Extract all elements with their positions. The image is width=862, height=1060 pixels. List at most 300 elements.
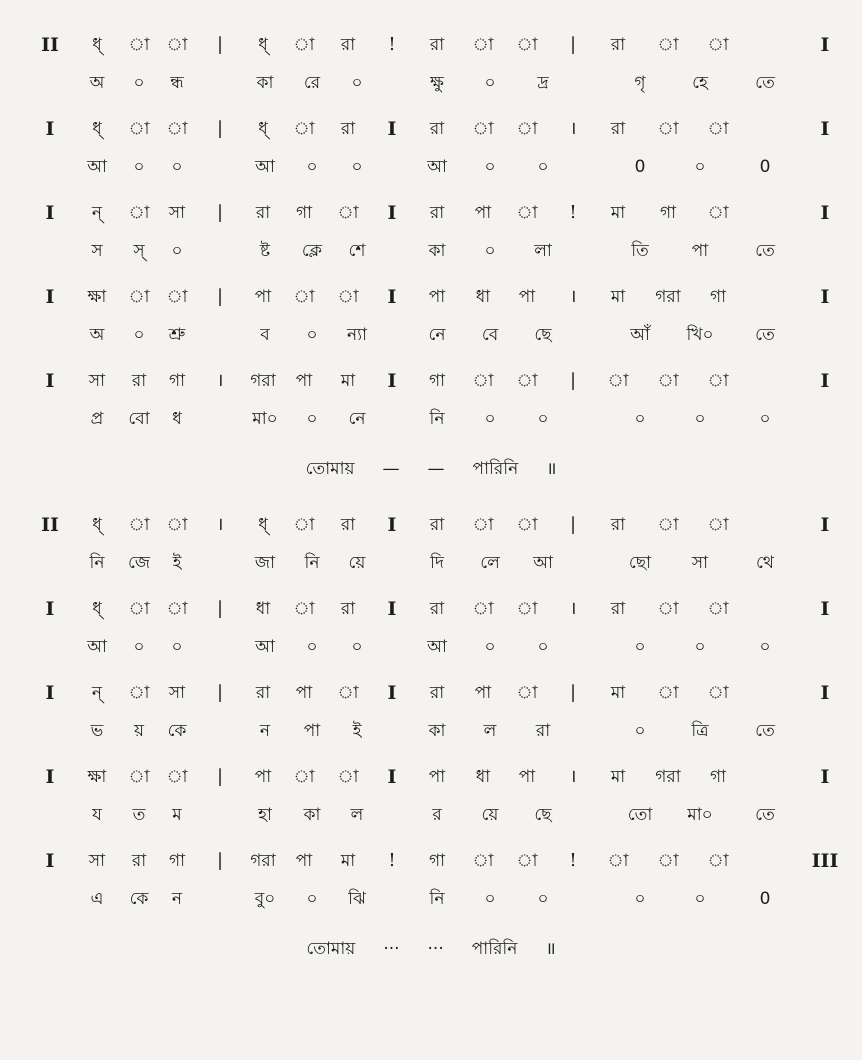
- lyric-syllable: তে: [755, 721, 775, 741]
- swara-note: রা: [610, 599, 626, 619]
- swara-note: সা: [168, 203, 186, 223]
- swara-note: গরা: [250, 851, 276, 871]
- lyric-row: [0, 320, 862, 350]
- swara-note: া: [607, 851, 629, 871]
- swara-note: া: [293, 119, 315, 139]
- swara-note: া: [472, 371, 494, 391]
- bar-line: I: [387, 202, 397, 224]
- lyric-syllable: ০: [484, 241, 496, 261]
- swara-note: সা: [88, 851, 106, 871]
- bar-line: ।: [569, 766, 577, 787]
- swara-note: া: [516, 851, 538, 871]
- swara-row: [0, 30, 862, 60]
- bar-line: I: [820, 34, 830, 56]
- lyric-syllable: মা০: [687, 805, 713, 825]
- swara-note: রা: [610, 119, 626, 139]
- lyric-row: [0, 800, 862, 830]
- lyric-syllable: তে: [755, 325, 775, 345]
- swara-note: া: [293, 35, 315, 55]
- swara-note: া: [707, 683, 729, 703]
- swara-note: া: [657, 599, 679, 619]
- lyric-syllable: তো: [627, 805, 653, 825]
- swara-note: রা: [610, 35, 626, 55]
- lyric-syllable: স্: [133, 241, 145, 261]
- lyric-syllable: কা: [303, 805, 321, 825]
- swara-note: ধ্: [92, 599, 102, 619]
- swara-note: া: [516, 119, 538, 139]
- swara-note: গা: [295, 203, 313, 223]
- swara-note: া: [337, 767, 359, 787]
- lyric-syllable: তে: [755, 805, 775, 825]
- swara-row: [0, 762, 862, 792]
- lyric-syllable: ০: [306, 637, 318, 657]
- swara-note: া: [293, 767, 315, 787]
- lyric-syllable: দি: [430, 553, 444, 573]
- lyric-syllable: ব: [260, 325, 270, 345]
- swara-note: পা: [474, 683, 492, 703]
- swara-note: রা: [255, 683, 271, 703]
- lyric-syllable: আঁ: [630, 325, 650, 345]
- refrain-word: তোমায়: [306, 939, 356, 959]
- swara-note: গা: [428, 851, 446, 871]
- bar-line: I: [387, 370, 397, 392]
- lyric-syllable: কা: [428, 721, 446, 741]
- bar-line: I: [820, 118, 830, 140]
- swara-note: া: [293, 515, 315, 535]
- swara-note: া: [516, 203, 538, 223]
- swara-note: া: [707, 515, 729, 535]
- swara-note: রা: [429, 35, 445, 55]
- swara-note: মা: [340, 851, 356, 871]
- lyric-syllable: ০: [351, 73, 363, 93]
- lyric-syllable: তে: [755, 241, 775, 261]
- lyric-syllable: ০: [306, 157, 318, 177]
- refrain-word: পারিনি: [471, 939, 518, 959]
- bar-line: I: [387, 286, 397, 308]
- swara-note: া: [337, 683, 359, 703]
- swara-note: া: [128, 119, 150, 139]
- swara-note: রা: [340, 515, 356, 535]
- lyric-syllable: নি: [429, 409, 445, 429]
- lyric-syllable: ০: [537, 157, 549, 177]
- lyric-syllable: কা: [428, 241, 446, 261]
- lyric-syllable: ষ্ট: [259, 241, 271, 261]
- lyric-syllable: 0: [634, 157, 646, 177]
- bar-line: II: [41, 34, 59, 56]
- lyric-syllable: সা: [691, 553, 709, 573]
- bar-line: I: [387, 514, 397, 536]
- lyric-syllable: ০: [171, 241, 183, 261]
- lyric-syllable: নে: [428, 325, 446, 345]
- swara-note: ধা: [475, 287, 491, 307]
- swara-note: া: [128, 767, 150, 787]
- lyric-syllable: ০: [694, 409, 706, 429]
- lyric-syllable: ০: [484, 889, 496, 909]
- swara-note: া: [128, 287, 150, 307]
- bar-line: !: [388, 34, 396, 55]
- lyric-row: [0, 404, 862, 434]
- lyric-syllable: থে: [756, 553, 774, 573]
- swara-note: া: [472, 851, 494, 871]
- bar-line: I: [387, 118, 397, 140]
- swara-note: পা: [295, 683, 313, 703]
- swara-note: া: [166, 767, 188, 787]
- swara-note: া: [128, 35, 150, 55]
- swara-note: পা: [428, 287, 446, 307]
- lyric-syllable: তি: [631, 241, 649, 261]
- swara-note: া: [516, 371, 538, 391]
- swara-note: া: [166, 119, 188, 139]
- swara-note: া: [657, 119, 679, 139]
- bar-line: I: [387, 682, 397, 704]
- lyric-syllable: শে: [348, 241, 366, 261]
- swara-note: া: [516, 515, 538, 535]
- swara-note: মা: [340, 371, 356, 391]
- swara-note: া: [293, 287, 315, 307]
- lyric-syllable: ধ: [172, 409, 182, 429]
- lyric-syllable: বে: [481, 325, 499, 345]
- lyric-syllable: ০: [133, 73, 145, 93]
- swara-note: া: [707, 119, 729, 139]
- swara-note: া: [337, 287, 359, 307]
- lyric-row: [0, 884, 862, 914]
- swara-row: [0, 114, 862, 144]
- swara-note: ক্ষা: [87, 767, 107, 787]
- lyric-syllable: ছো: [628, 553, 652, 573]
- swara-note: া: [657, 371, 679, 391]
- bar-line: ।: [569, 598, 577, 619]
- swara-note: ক্ষা: [87, 287, 107, 307]
- swara-note: া: [472, 119, 494, 139]
- refrain-line: [0, 454, 862, 484]
- swara-note: ধ্: [258, 35, 268, 55]
- swara-note: রা: [340, 35, 356, 55]
- lyric-syllable: ০: [351, 637, 363, 657]
- lyric-syllable: ক্লে: [301, 241, 323, 261]
- lyric-syllable: রে: [303, 73, 321, 93]
- swara-row: [0, 510, 862, 540]
- bar-line: !: [388, 850, 396, 871]
- lyric-syllable: স: [91, 241, 103, 261]
- swara-note: া: [166, 599, 188, 619]
- bar-line: I: [387, 598, 397, 620]
- swara-note: পা: [295, 371, 313, 391]
- bar-line: |: [569, 34, 577, 55]
- swara-note: রা: [131, 851, 147, 871]
- lyric-syllable: 0: [759, 157, 771, 177]
- bar-line: I: [45, 598, 55, 620]
- lyric-syllable: ন: [171, 889, 183, 909]
- bar-line: I: [45, 850, 55, 872]
- lyric-syllable: ০: [694, 889, 706, 909]
- lyric-syllable: অ: [89, 325, 105, 345]
- lyric-syllable: তে: [755, 73, 775, 93]
- bar-line: I: [45, 370, 55, 392]
- swara-note: ধা: [255, 599, 271, 619]
- lyric-syllable: ০: [537, 409, 549, 429]
- swara-note: রা: [429, 203, 445, 223]
- swara-note: সা: [168, 683, 186, 703]
- swara-note: া: [707, 851, 729, 871]
- bar-line: !: [569, 202, 577, 223]
- bar-line: ।: [216, 370, 224, 391]
- swara-note: া: [472, 515, 494, 535]
- lyric-syllable: ০: [484, 157, 496, 177]
- swara-row: [0, 198, 862, 228]
- bar-line: I: [820, 682, 830, 704]
- lyric-syllable: লা: [534, 241, 552, 261]
- lyric-syllable: ছে: [534, 325, 552, 345]
- swara-note: রা: [340, 599, 356, 619]
- lyric-syllable: পা: [303, 721, 321, 741]
- swara-note: মা: [610, 287, 626, 307]
- lyric-syllable: ত: [132, 805, 146, 825]
- bar-line: I: [45, 766, 55, 788]
- lyric-row: [0, 236, 862, 266]
- lyric-syllable: য়ে: [481, 805, 499, 825]
- swara-note: গা: [709, 287, 727, 307]
- lyric-syllable: ০: [133, 157, 145, 177]
- lyric-syllable: অ: [89, 73, 105, 93]
- lyric-row: [0, 716, 862, 746]
- lyric-row: [0, 632, 862, 662]
- bar-line: |: [569, 514, 577, 535]
- lyric-syllable: আ: [87, 157, 107, 177]
- lyric-syllable: ০: [484, 73, 496, 93]
- lyric-syllable: ম: [172, 805, 182, 825]
- swara-note: া: [657, 35, 679, 55]
- swara-note: ধ্: [92, 35, 102, 55]
- lyric-syllable: ০: [484, 409, 496, 429]
- lyric-syllable: কে: [129, 889, 149, 909]
- swara-note: গরা: [655, 767, 681, 787]
- lyric-syllable: ই: [172, 553, 182, 573]
- lyric-syllable: শ্রু: [168, 325, 186, 345]
- swara-note: রা: [429, 119, 445, 139]
- swara-note: পা: [518, 767, 536, 787]
- swara-note: া: [516, 683, 538, 703]
- lyric-syllable: জে: [127, 553, 151, 573]
- lyric-syllable: ০: [133, 637, 145, 657]
- swara-note: ন্: [91, 203, 103, 223]
- lyric-syllable: প্র: [90, 409, 104, 429]
- swara-note: পা: [254, 767, 272, 787]
- bar-line: ।: [569, 118, 577, 139]
- refrain-word: ॥: [545, 939, 556, 959]
- lyric-syllable: ০: [634, 721, 646, 741]
- bar-line: I: [45, 682, 55, 704]
- bar-line: II: [41, 514, 59, 536]
- lyric-row: [0, 68, 862, 98]
- swara-note: া: [472, 599, 494, 619]
- lyric-syllable: নে: [348, 409, 366, 429]
- lyric-syllable: ০: [171, 637, 183, 657]
- bar-line: I: [820, 514, 830, 536]
- swara-note: রা: [429, 683, 445, 703]
- refrain-word: —: [382, 459, 400, 479]
- swara-note: মা: [610, 683, 626, 703]
- lyric-syllable: ০: [537, 889, 549, 909]
- lyric-syllable: বু০: [254, 889, 276, 909]
- refrain-line: [0, 934, 862, 964]
- lyric-syllable: 0: [759, 889, 771, 909]
- swara-note: পা: [428, 767, 446, 787]
- swara-note: া: [166, 287, 188, 307]
- refrain-word: —: [427, 459, 445, 479]
- lyric-syllable: ০: [306, 409, 318, 429]
- lyric-syllable: ন্ধ: [170, 73, 184, 93]
- lyric-syllable: ০: [634, 409, 646, 429]
- swara-note: রা: [429, 599, 445, 619]
- bar-line: |: [569, 370, 577, 391]
- lyric-syllable: নি: [89, 553, 105, 573]
- lyric-syllable: ০: [133, 325, 145, 345]
- swara-note: রা: [131, 371, 147, 391]
- lyric-syllable: ০: [694, 157, 706, 177]
- swara-note: া: [337, 203, 359, 223]
- swara-note: া: [707, 203, 729, 223]
- swara-note: া: [657, 515, 679, 535]
- bar-line: I: [820, 370, 830, 392]
- lyric-syllable: আ: [87, 637, 107, 657]
- lyric-syllable: আ: [427, 157, 447, 177]
- lyric-syllable: বো: [128, 409, 150, 429]
- swara-note: া: [128, 203, 150, 223]
- lyric-syllable: ক্ষু: [430, 73, 444, 93]
- lyric-syllable: ভ: [90, 721, 104, 741]
- swara-note: া: [707, 599, 729, 619]
- lyric-syllable: ল: [483, 721, 497, 741]
- bar-line: |: [216, 118, 224, 139]
- refrain-word: তোমায়: [305, 459, 355, 479]
- bar-line: I: [820, 766, 830, 788]
- lyric-syllable: কে: [167, 721, 187, 741]
- swara-note: া: [472, 35, 494, 55]
- swara-note: া: [707, 371, 729, 391]
- lyric-syllable: ০: [537, 637, 549, 657]
- lyric-syllable: য: [92, 805, 102, 825]
- lyric-syllable: মা০: [252, 409, 278, 429]
- swara-note: ন্: [91, 683, 103, 703]
- bar-line: I: [820, 598, 830, 620]
- lyric-syllable: পা: [691, 241, 709, 261]
- bar-line: |: [569, 682, 577, 703]
- lyric-syllable: লে: [480, 553, 500, 573]
- swara-note: ধ্: [258, 515, 268, 535]
- swara-note: গরা: [655, 287, 681, 307]
- lyric-syllable: ০: [484, 637, 496, 657]
- lyric-syllable: রা: [535, 721, 551, 741]
- swara-note: া: [166, 515, 188, 535]
- lyric-syllable: আ: [533, 553, 553, 573]
- bar-line: I: [387, 766, 397, 788]
- refrain-word: পারিনি: [472, 459, 519, 479]
- swara-note: া: [657, 851, 679, 871]
- swara-note: পা: [254, 287, 272, 307]
- swara-note: া: [128, 599, 150, 619]
- lyric-syllable: ০: [694, 637, 706, 657]
- lyric-syllable: ০: [634, 889, 646, 909]
- swara-note: া: [293, 599, 315, 619]
- swara-note: ধ্: [258, 119, 268, 139]
- bar-line: !: [569, 850, 577, 871]
- bar-line: |: [216, 34, 224, 55]
- swara-note: রা: [429, 515, 445, 535]
- swara-note: সা: [88, 371, 106, 391]
- lyric-syllable: ০: [306, 325, 318, 345]
- swara-note: মা: [610, 203, 626, 223]
- lyric-syllable: ছে: [534, 805, 552, 825]
- lyric-syllable: আ: [255, 157, 275, 177]
- lyric-syllable: ০: [759, 637, 771, 657]
- swara-row: [0, 678, 862, 708]
- refrain-word: ···: [427, 939, 444, 959]
- bar-line: |: [216, 202, 224, 223]
- swara-note: া: [607, 371, 629, 391]
- bar-line: ।: [569, 286, 577, 307]
- swara-note: গরা: [250, 371, 276, 391]
- bar-line: I: [820, 286, 830, 308]
- lyric-syllable: নি: [429, 889, 445, 909]
- swara-row: [0, 594, 862, 624]
- bar-line: I: [45, 202, 55, 224]
- swara-row: [0, 366, 862, 396]
- lyric-syllable: কা: [256, 73, 274, 93]
- swara-note: ধ্: [92, 515, 102, 535]
- lyric-syllable: হে: [692, 73, 708, 93]
- bar-line: |: [216, 286, 224, 307]
- lyric-syllable: ০: [634, 637, 646, 657]
- swara-note: া: [657, 683, 679, 703]
- swara-note: া: [516, 599, 538, 619]
- swara-note: রা: [255, 203, 271, 223]
- lyric-syllable: দ্র: [537, 73, 549, 93]
- refrain-word: ···: [383, 939, 400, 959]
- swara-note: পা: [295, 851, 313, 871]
- bar-line: |: [216, 850, 224, 871]
- lyric-syllable: ঝি: [348, 889, 366, 909]
- swara-note: পা: [518, 287, 536, 307]
- swara-note: গা: [659, 203, 677, 223]
- swara-note: পা: [474, 203, 492, 223]
- swara-note: রা: [340, 119, 356, 139]
- bar-line: ।: [216, 514, 224, 535]
- bar-line: |: [216, 598, 224, 619]
- lyric-syllable: হা: [258, 805, 272, 825]
- swara-note: া: [128, 683, 150, 703]
- lyric-syllable: আ: [427, 637, 447, 657]
- lyric-syllable: ০: [759, 409, 771, 429]
- lyric-row: [0, 152, 862, 182]
- swara-note: া: [166, 35, 188, 55]
- bar-line: |: [216, 766, 224, 787]
- swara-note: রা: [610, 515, 626, 535]
- lyric-syllable: য়ে: [348, 553, 366, 573]
- lyric-syllable: এ: [90, 889, 104, 909]
- swara-note: গা: [168, 851, 186, 871]
- lyric-syllable: গৃ: [634, 73, 646, 93]
- lyric-syllable: ত্রি: [691, 721, 709, 741]
- lyric-syllable: য়: [133, 721, 145, 741]
- lyric-row: [0, 548, 862, 578]
- swara-note: া: [128, 515, 150, 535]
- swara-note: গা: [709, 767, 727, 787]
- lyric-syllable: নি: [304, 553, 320, 573]
- swara-note: া: [516, 35, 538, 55]
- lyric-syllable: ন: [259, 721, 271, 741]
- swara-note: ধ্: [92, 119, 102, 139]
- lyric-syllable: ন্যা: [346, 325, 368, 345]
